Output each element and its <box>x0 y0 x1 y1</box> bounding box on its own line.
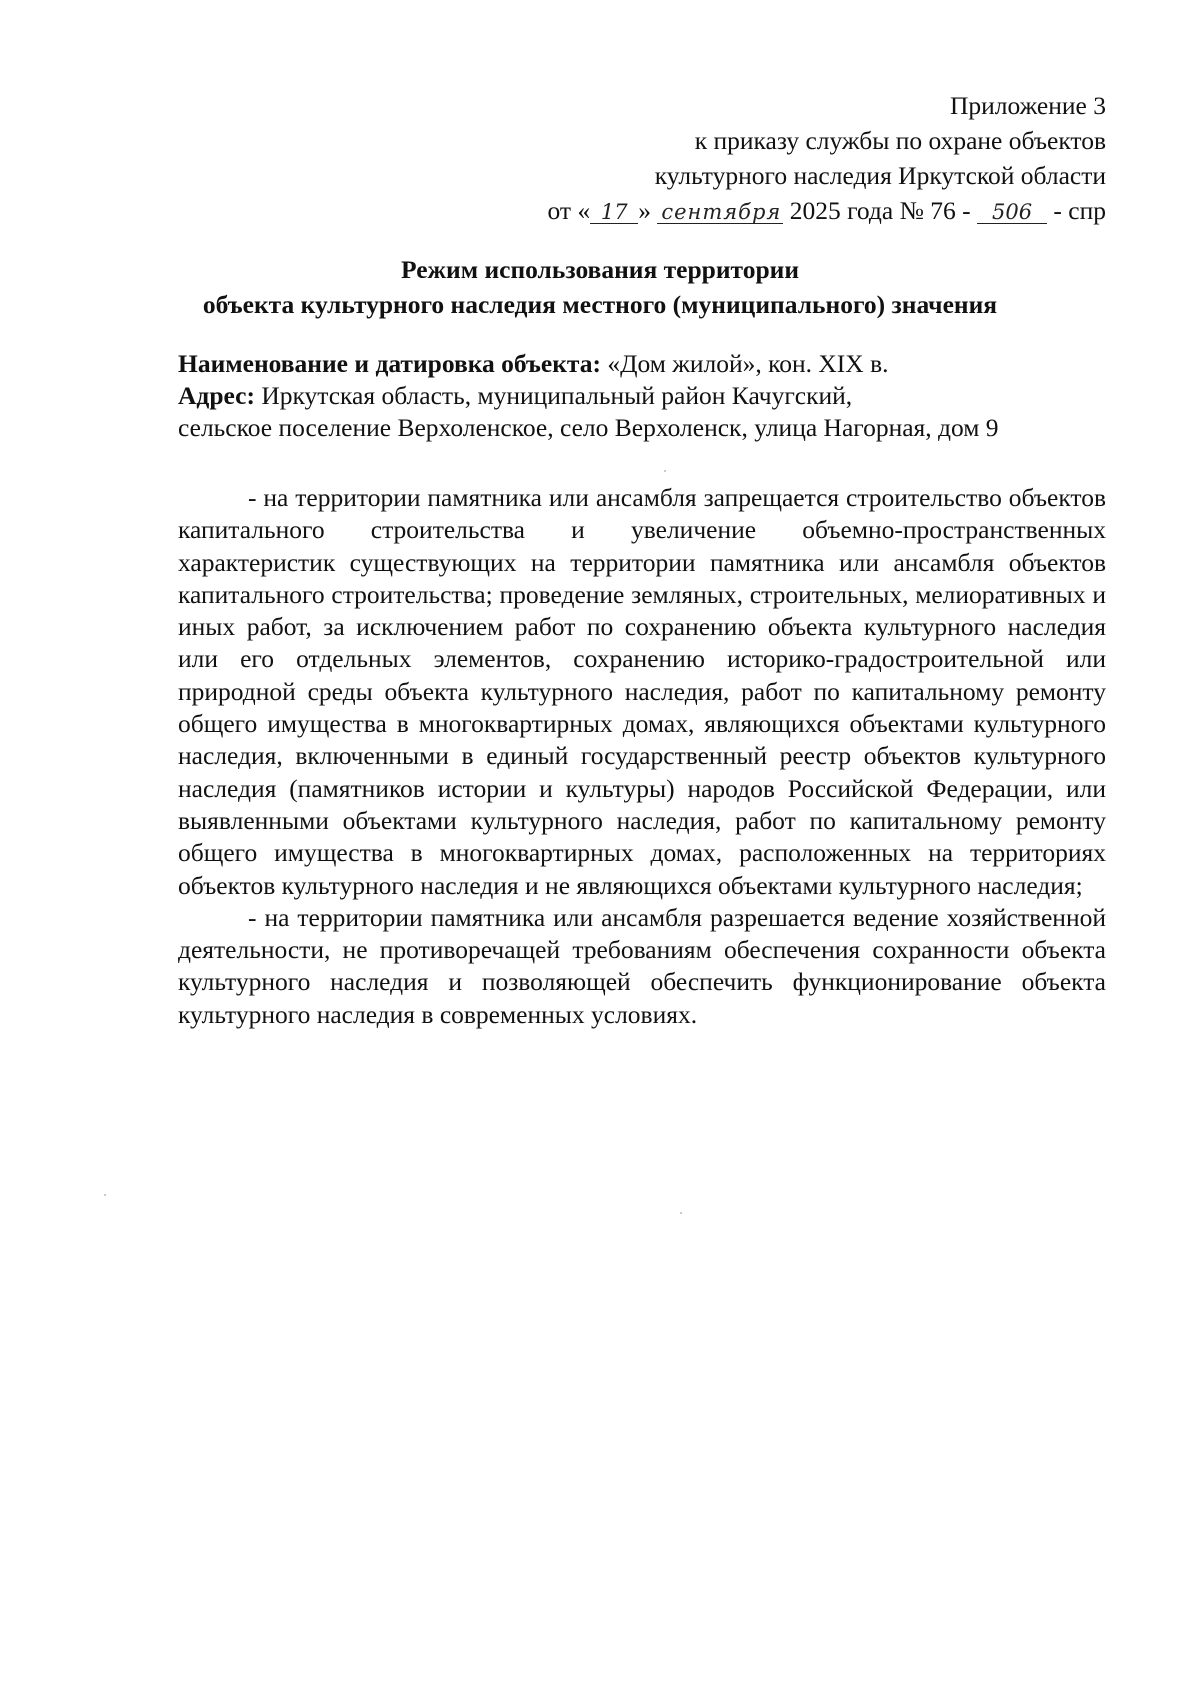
object-name-label: Наименование и датировка объекта: <box>178 349 601 378</box>
order-suffix: - спр <box>1053 196 1106 225</box>
appendix-header <box>386 88 1106 228</box>
object-name-value: «Дом жилой», кон. XIX в. <box>607 349 889 378</box>
document-title <box>100 252 1100 322</box>
address-word: область, <box>381 381 472 410</box>
issuing-authority: культурного наследия Иркутской области <box>654 161 1106 190</box>
date-prefix: от « <box>547 196 591 225</box>
permissions-paragraph: - на территории памятника или ансамбля разрешается ведение хозяйственной деятельности, не противоречащей требованиям обеспечения сохранности объекта культурного наследия и позволяющей обеспечить функционирование объекта культурного наследия в современных условиях. <box>178 902 1106 1029</box>
scan-speck <box>104 1194 106 1196</box>
address-label: Адрес: <box>178 381 255 410</box>
handwritten-day: 17 <box>590 201 638 224</box>
title-line-2: объекта культурного наследия местного (муниципального) значения <box>202 290 998 319</box>
address-word: Иркутская <box>261 381 376 410</box>
title-line-1: Режим использования территории <box>400 255 800 284</box>
scan-speck <box>680 1212 682 1214</box>
appendix-number: Приложение 3 <box>950 91 1106 120</box>
address-word: район <box>661 381 726 410</box>
order-year: 2025 года № 76 - <box>789 196 971 225</box>
prohibitions-paragraph: - на территории памятника или ансамбля запрещается строительство объектов капитального строительства и увеличение объемно-пространственных характеристик существующих на территории памятника или ансамбля объектов капитального строительства; проведение земляных, строительных, мелиоративных и иных работ, за исключением работ по сохранению объекта культурного наследия или его отдельных элементов, сохранению историко-градостроительной или природной среды объекта культурного наследия, работ по капитальному ремонту общего имущества в многоквартирных домах, являющихся объектами культурного наследия, включенными в единый государственный реестр объектов культурного наследия (памятников истории и культуры) народов Российской Федерации, или выявленными объектами культурного наследия, работ по капитальному ремонту общего имущества в многоквартирных домах, расположенных на территориях объектов культурного наследия и не являющихся объектами культурного наследия; <box>178 483 1106 900</box>
date-quote-close: » <box>638 196 651 225</box>
object-info <box>178 348 1106 444</box>
regime-text <box>178 482 1106 1031</box>
handwritten-order-number: 506 <box>977 201 1047 224</box>
address-word: муниципальный <box>477 381 655 410</box>
address-word: Качугский, <box>731 381 853 410</box>
order-date-line <box>386 193 1106 228</box>
handwritten-month: сентября <box>657 201 783 224</box>
order-reference: к приказу службы по охране объектов <box>694 126 1106 155</box>
address-line-2: сельское поселение Верхоленское, село Верхоленск, улица Нагорная, дом 9 <box>178 413 999 442</box>
address-row <box>178 380 1106 412</box>
object-name-row <box>178 348 1106 380</box>
scan-speck <box>664 470 666 472</box>
